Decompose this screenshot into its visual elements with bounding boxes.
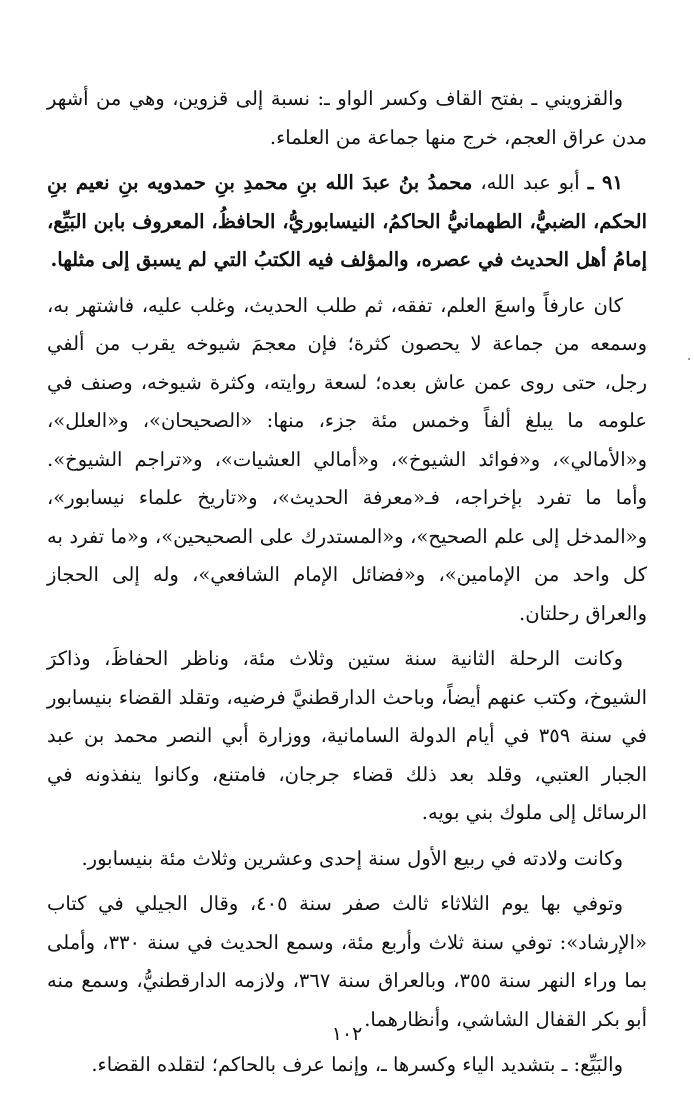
paragraph-text: والبَيِّع: ـ بتشديد الياء وكسرها ـ، وإنما عرف بالحاكم؛ لتقلده القضاء. [91,1053,623,1076]
entry-number: ٩١ ـ [587,171,623,194]
entry-name-bold: محمدُ بنُ عبدَ الله بنِ محمدِ بنِ حمدويه بنِ نعيم بنِ الحكم، الضبيُّ، الطهمانيُّ الحاكمُ، النيسابوريُّ، الحافظُ، المعروف بابن البَيِّع، إمامُ أهل الحديث في عصره، والمؤلف فيه الكتبُ التي لم يسبق إلى مثلها. [47,171,647,271]
paragraph-text: وكانت ولادته في ربيع الأول سنة إحدى وعشرين وثلاث مئة بنيسابور. [81,846,623,870]
paragraph-text: وكانت الرحلة الثانية سنة ستين وثلاث مئة، وناظر الحفاظَ، وذاكرَ الشيوخ، وكتب عنهم أيضاً، وباحث الدارقطنيَّ فرضيه، وتقلد القضاء بنيسابور في سنة ٣٥٩ في أيام الدولة السامانية، ووزارة أبي النصر محمد بن عبد الجبار العتبي، وقلد بعد ذلك قضاء جرجان، فامتنع، وكانوا ينفذونه في الرسائل إلى ملوك بني بويه. [47,647,647,824]
paragraph-second-journey [47,640,647,833]
entry-lead: أبو عبد الله، [480,171,580,194]
paragraph-entry-91 [47,164,647,280]
paragraph-birth [47,840,647,879]
paragraph-bayyi-note [47,1046,647,1085]
scan-edge-mark [688,358,690,360]
paragraph-biography [47,287,647,634]
paragraph-qazwini-note [47,80,647,157]
page-number: ١٠٢ [331,1023,363,1045]
paragraph-text: وتوفي بها يوم الثلاثاء ثالث صفر سنة ٤٠٥، وقال الجيلي في كتاب «الإرشاد»: توفي سنة ثلاث وأربع مئة، وسمع الحديث في سنة ٣٣٠، وأملى بما وراء النهر سنة ٣٥٥، وبالعراق سنة ٣٦٧، ولازمه الدارقطنيُّ، وسمع منه أبو بكر القفال الشاشي، وأنظارهما. [47,892,647,1031]
paragraph-death [47,885,647,1039]
paragraph-text: كان عارفاً واسعَ العلم، تفقه، ثم طلب الحديث، وغلب عليه، فاشتهر به، وسمعه من جماعة لا يحصون كثرة؛ فإن معجمَ شيوخه يقرب من ألفي رجل، حتى روى عمن عاش بعده؛ لسعة روايته، وكثرة شيوخه، وصنف في علومه ما يبلغ ألفاً وخمس مئة جزء، منها: «الصحيحان»، و«العلل»، و«الأمالي»، و«فوائد الشيوخ»، و«أمالي العشيات»، و«تراجم الشيوخ». وأما ما تفرد بإخراجه، فـ«معرفة الحديث»، و«تاريخ علماء نيسابور»، و«المدخل إلى علم الصحيح»، و«المستدرك على الصحيحين»، و«ما تفرد به كل واحد من الإمامين»، و«فضائل الإمام الشافعي»، وله إلى الحجاز والعراق رحلتان. [47,293,648,625]
paragraph-text: والقزويني ـ بفتح القاف وكسر الواو ـ: نسبة إلى قزوين، وهي من أشهر مدن عراق العجم، خرج منها جماعة من العلماء. [47,87,647,149]
page-body [47,80,647,1092]
